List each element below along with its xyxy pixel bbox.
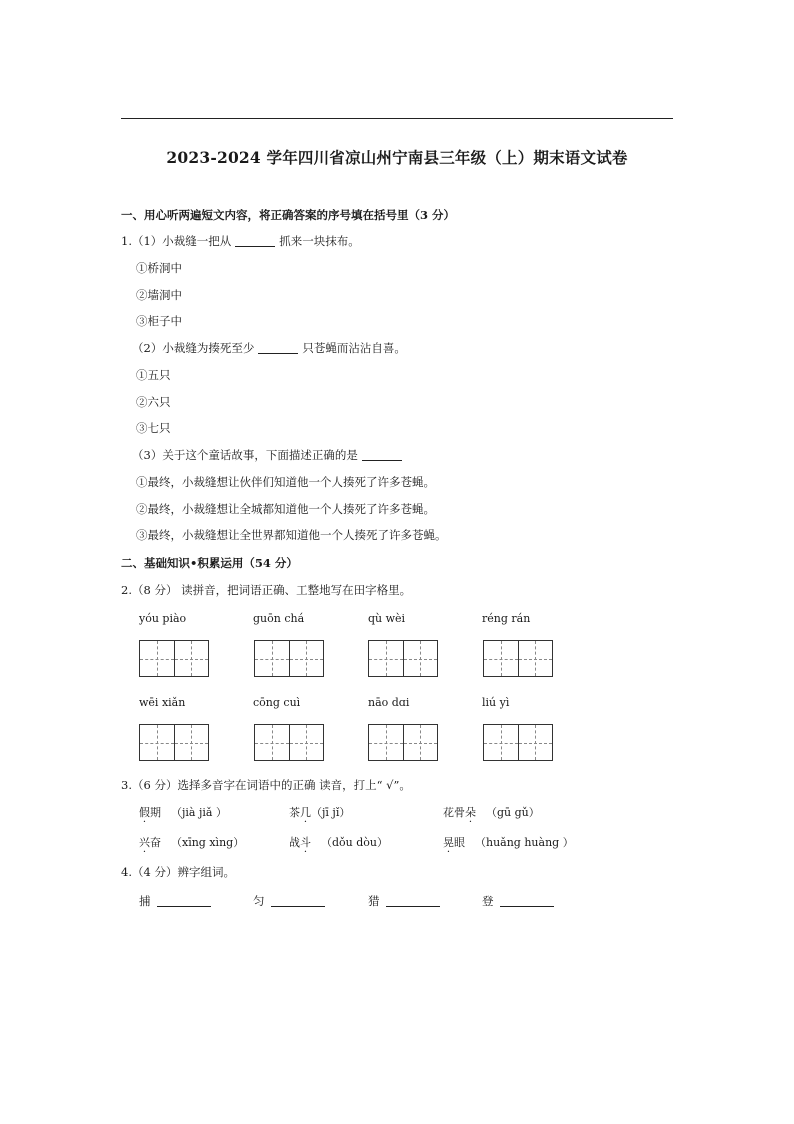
option-item: ③最终，小裁缝想让全世界都知道他一个人揍死了许多苍蝇。 <box>136 528 447 542</box>
tianzige-box[interactable] <box>254 724 324 761</box>
polyphone-item: 假期 （jià jiǎ ） <box>139 806 227 819</box>
option-item: ②墙洞中 <box>136 288 182 302</box>
tianzige-box[interactable] <box>483 640 553 677</box>
polyphone-item: 战斗 （dǒu dòu） <box>289 836 388 849</box>
q1-p1-suffix: 抓来一块抹布。 <box>279 234 360 248</box>
pinyin-label: nāo dɑi <box>368 696 410 709</box>
word-fill-item: 登 <box>482 893 554 909</box>
q1-p1-prefix: 1.（1）小裁缝一把从 <box>121 234 232 248</box>
q1-p2-prefix: （2）小裁缝为揍死至少 <box>132 341 255 355</box>
pinyin-label: yóu piào <box>139 612 187 625</box>
polyphone-item: 茶几（jī jǐ） <box>289 806 351 819</box>
question-4-prompt: 4.（4 分）辨字组词。 <box>121 865 235 879</box>
option-item: ③柜子中 <box>136 314 182 328</box>
option-item: ①桥洞中 <box>136 261 182 275</box>
word-fill-item: 捕 <box>139 893 211 909</box>
word-fill-item: 匀 <box>253 893 325 909</box>
word-fill-blank[interactable] <box>271 906 325 907</box>
polyphone-item: 花骨朵 （gū gǔ） <box>443 806 540 819</box>
word-fill-item: 猎 <box>368 893 440 909</box>
option-item: ①最终，小裁缝想让伙伴们知道他一个人揍死了许多苍蝇。 <box>136 475 435 489</box>
question-1-part-2 <box>132 340 406 356</box>
tianzige-box[interactable] <box>139 724 209 761</box>
option-item: ③七只 <box>136 421 171 435</box>
polyphone-item: 兴奋 （xīng xìng） <box>139 836 245 849</box>
pinyin-label: liú yì <box>482 696 510 709</box>
tianzige-box[interactable] <box>368 640 438 677</box>
tianzige-box[interactable] <box>368 724 438 761</box>
question-2-prompt: 2.（8 分） 读拼音，把词语正确、工整地写在田字格里。 <box>121 583 412 597</box>
pinyin-label: wēi xiǎn <box>139 696 186 709</box>
option-item: ②六只 <box>136 395 171 409</box>
word-fill-blank[interactable] <box>500 906 554 907</box>
polyphone-item: 晃眼 （huǎng huàng ） <box>443 836 574 849</box>
answer-blank[interactable] <box>258 353 298 354</box>
question-1-part-3 <box>132 447 406 463</box>
tianzige-box[interactable] <box>483 724 553 761</box>
pinyin-label: guōn chá <box>253 612 305 625</box>
pinyin-label: réng rán <box>482 612 531 625</box>
pinyin-label: qù wèi <box>368 612 406 625</box>
tianzige-box[interactable] <box>254 640 324 677</box>
answer-blank[interactable] <box>235 246 275 247</box>
option-item: ①五只 <box>136 368 171 382</box>
tianzige-box[interactable] <box>139 640 209 677</box>
option-item: ②最终，小裁缝想让全城都知道他一个人揍死了许多苍蝇。 <box>136 502 435 516</box>
section-1-heading: 一、用心听两遍短文内容，将正确答案的序号填在括号里（3 分） <box>121 208 456 222</box>
q1-p3-prefix: （3）关于这个童话故事，下面描述正确的是 <box>132 448 358 462</box>
word-fill-blank[interactable] <box>157 906 211 907</box>
pinyin-label: cōng cuì <box>253 696 301 709</box>
header-rule <box>121 118 673 119</box>
answer-blank[interactable] <box>362 460 402 461</box>
question-3-prompt: 3.（6 分）选择多音字在词语中的正确 读音，打上“ √”。 <box>121 778 411 792</box>
word-fill-blank[interactable] <box>386 906 440 907</box>
section-2-heading: 二、基础知识•积累运用（54 分） <box>121 556 298 570</box>
q1-p2-suffix: 只苍蝇而沾沾自喜。 <box>302 341 406 355</box>
page-title: 2023-2024 学年四川省凉山州宁南县三年级（上）期末语文试卷 <box>166 148 628 167</box>
question-1-part-1 <box>121 233 360 249</box>
